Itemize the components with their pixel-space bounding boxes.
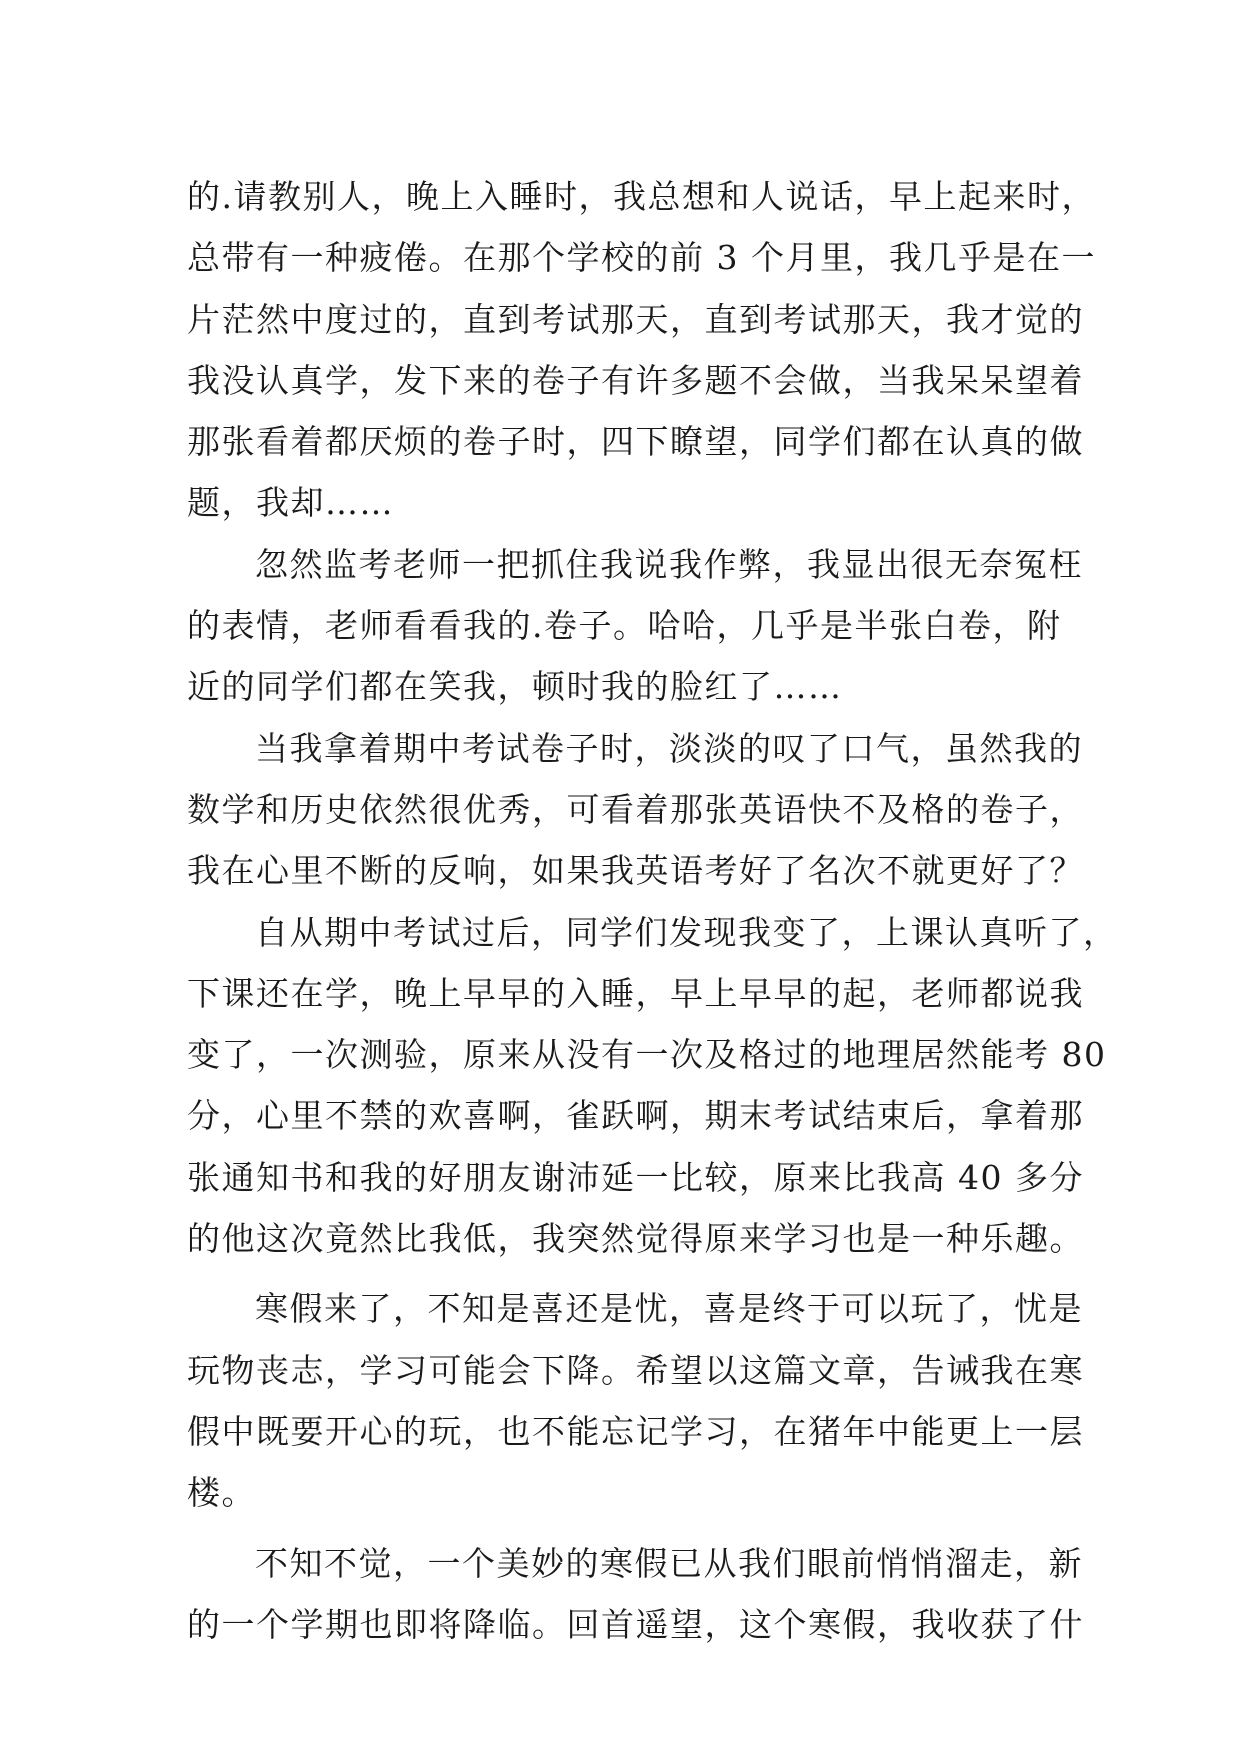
text-line: 的他这次竟然比我低，我突然觉得原来学习也是一种乐趣。 — [187, 1219, 1084, 1259]
text-line: 下课还在学，晚上早早的入睡，早上早早的起，老师都说我 — [187, 973, 1084, 1013]
text-line: 的一个学期也即将降临。回首遥望，这个寒假，我收获了什 — [187, 1604, 1084, 1644]
paragraph-first-line: 忽然监考老师一把抓住我说我作弊，我显出很无奈冤枉 — [255, 544, 1083, 584]
text-line: 变了，一次测验，原来从没有一次及格过的地理居然能考 80 — [187, 1035, 1107, 1075]
text-line: 的表情，老师看看我的.卷子。哈哈，几乎是半张白卷，附 — [187, 606, 1062, 646]
paragraph-first-line: 自从期中考试过后，同学们发现我变了，上课认真听了， — [255, 912, 1118, 952]
text-line: 我没认真学，发下来的卷子有许多题不会做，当我呆呆望着 — [187, 360, 1084, 400]
paragraph-first-line: 寒假来了，不知是喜还是忧，喜是终于可以玩了，忧是 — [255, 1289, 1083, 1329]
text-line: 题，我却…… — [187, 483, 394, 523]
text-line: 假中既要开心的玩，也不能忘记学习，在猪年中能更上一层 — [187, 1411, 1084, 1451]
text-line: 我在心里不断的反响，如果我英语考好了名次不就更好了？ — [187, 851, 1084, 891]
text-line: 张通知书和我的好朋友谢沛延一比较，原来比我高 40 多分 — [187, 1157, 1084, 1197]
paragraph-first-line: 不知不觉，一个美妙的寒假已从我们眼前悄悄溜走，新 — [255, 1543, 1083, 1583]
text-line: 楼。 — [187, 1473, 256, 1513]
body-text — [187, 166, 1118, 1655]
text-line: 的.请教别人，晚上入睡时，我总想和人说话，早上起来时， — [187, 177, 1096, 216]
paragraph-first-line: 当我拿着期中考试卷子时，淡淡的叹了口气，虽然我的 — [255, 728, 1083, 768]
text-line: 片茫然中度过的，直到考试那天，直到考试那天，我才觉的 — [187, 299, 1084, 339]
text-line: 近的同学们都在笑我，顿时我的脸红了…… — [187, 667, 843, 707]
text-line: 总带有一种疲倦。在那个学校的前 3 个月里，我几乎是在一 — [187, 238, 1096, 278]
text-line: 数学和历史依然很优秀，可看着那张英语快不及格的卷子， — [187, 789, 1084, 829]
text-line: 分，心里不禁的欢喜啊，雀跃啊，期末考试结束后，拿着那 — [187, 1096, 1084, 1136]
text-line: 那张看着都厌烦的卷子时，四下瞭望，同学们都在认真的做 — [187, 422, 1084, 462]
text-line: 玩物丧志，学习可能会下降。希望以这篇文章，告诫我在寒 — [187, 1350, 1084, 1390]
